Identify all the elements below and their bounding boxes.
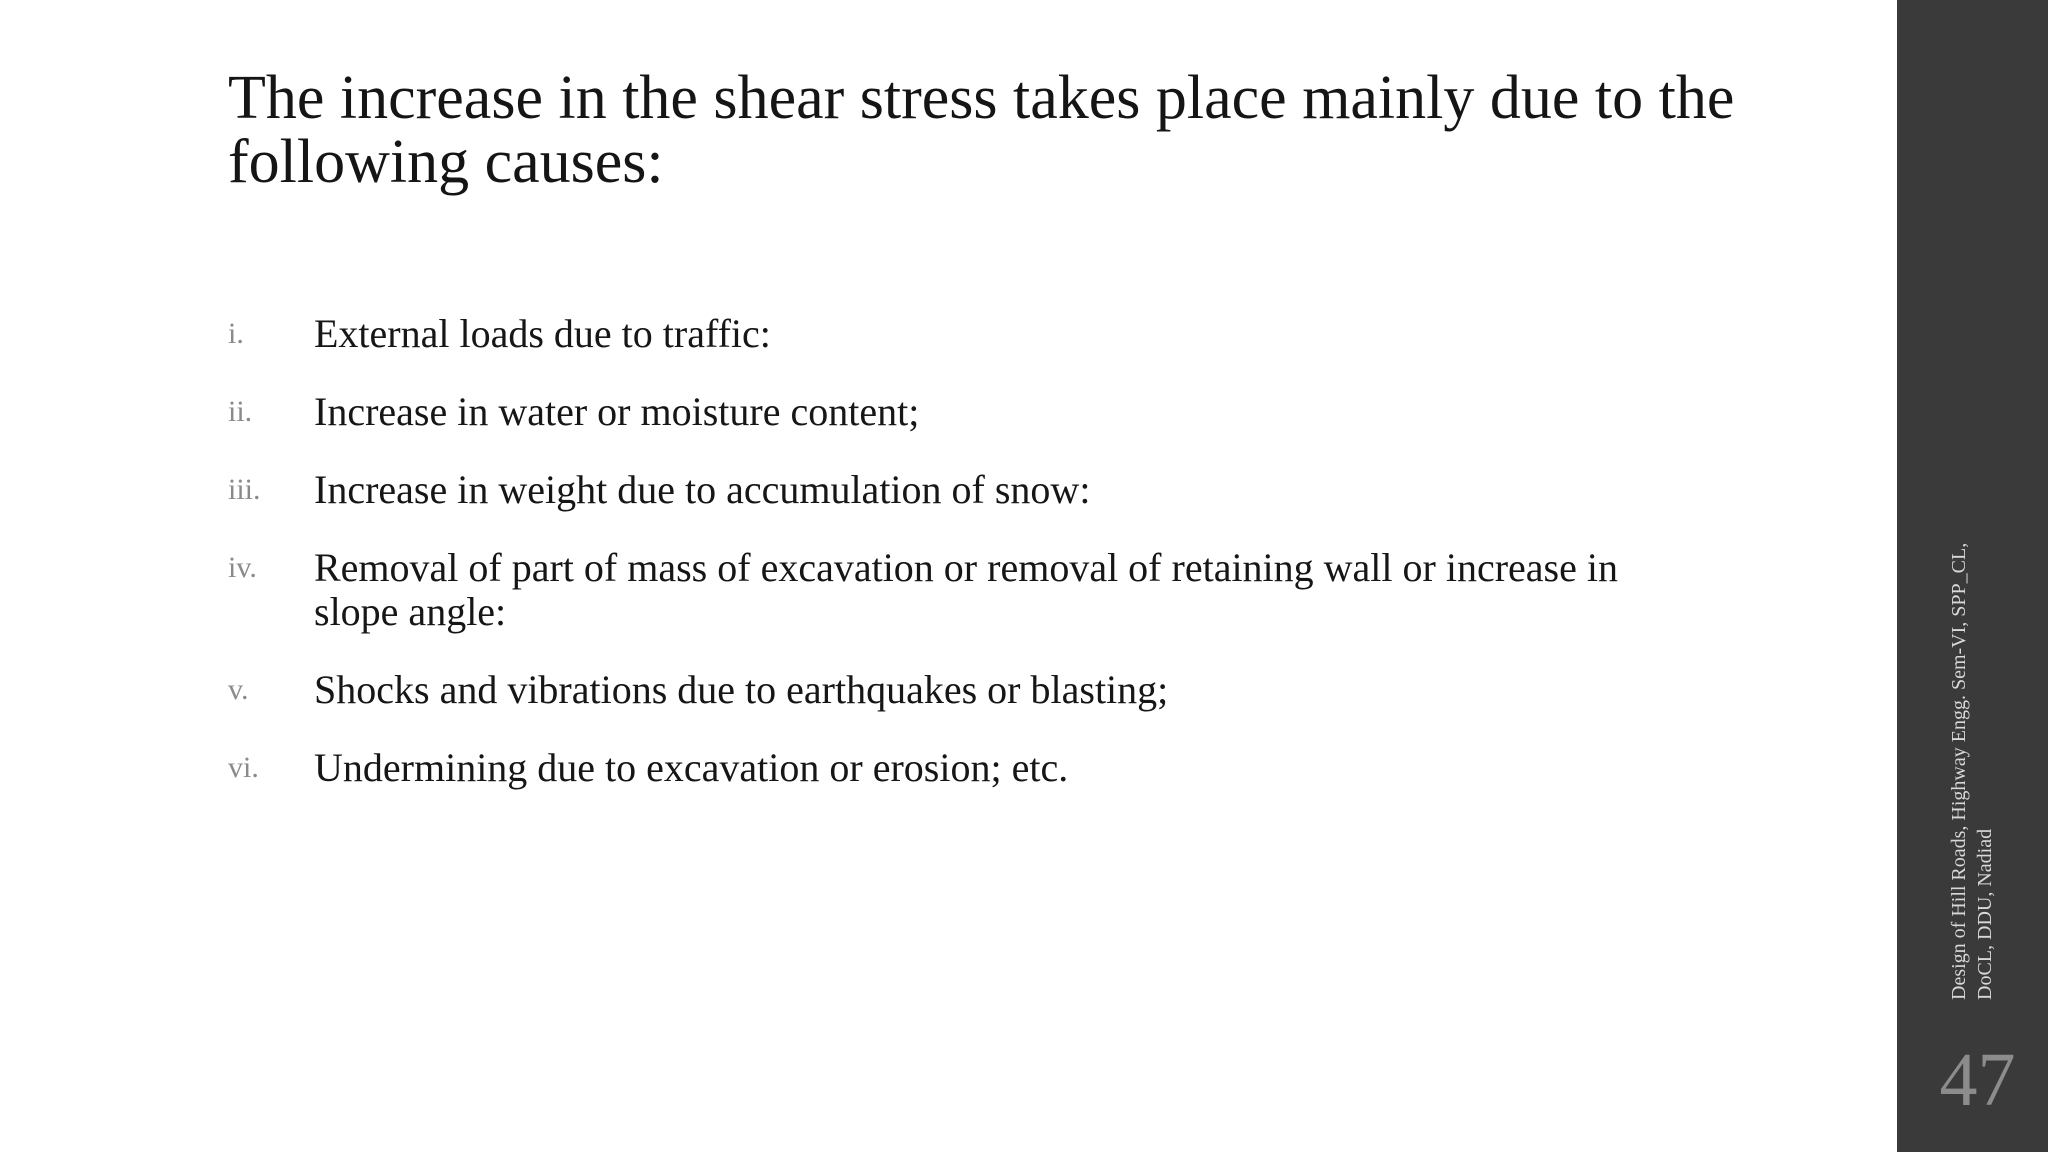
list-item-text: Undermining due to excavation or erosion; etc.	[314, 745, 1069, 790]
list-item	[228, 390, 1628, 434]
list-item-text: Increase in weight due to accumulation of snow:	[314, 467, 1091, 512]
list-item	[228, 468, 1628, 512]
list-item	[228, 668, 1628, 712]
slide-footer: Design of Hill Roads, Highway Engg. Sem-VI, SPP_CL, DoCL, DDU, Nadiad	[1948, 542, 1996, 1000]
list-item-text: External loads due to traffic:	[314, 311, 771, 356]
list-item	[228, 546, 1628, 634]
list-marker: iii.	[228, 473, 261, 506]
list-marker: i.	[228, 317, 244, 350]
list-marker: vi.	[228, 751, 259, 784]
causes-list	[228, 312, 1628, 824]
page-number: 47	[1939, 1038, 2016, 1122]
list-marker: ii.	[228, 395, 253, 428]
list-item	[228, 312, 1628, 356]
slide-title: The increase in the shear stress takes place mainly due to the following causes:	[228, 64, 1735, 196]
footer-container	[1932, 520, 2012, 1000]
list-marker: iv.	[228, 551, 257, 584]
list-item-text: Shocks and vibrations due to earthquakes or blasting;	[314, 667, 1169, 712]
list-item-text: Increase in water or moisture content;	[314, 389, 920, 434]
list-item-text: Removal of part of mass of excavation or removal of retaining wall or increase in slope angle:	[314, 545, 1618, 634]
list-item	[228, 746, 1628, 790]
list-marker: v.	[228, 673, 249, 706]
